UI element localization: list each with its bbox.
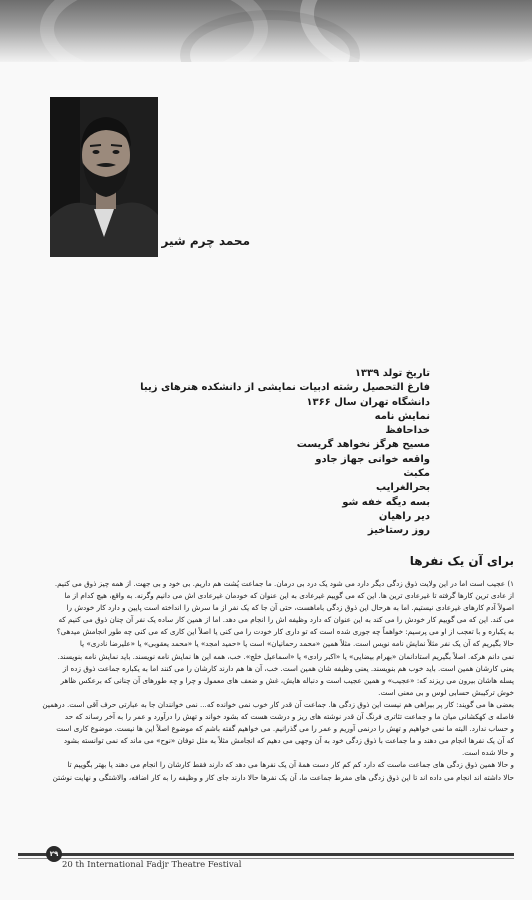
body-line: فاصله ی کهکشانی میان ما و جماعت تئاتری فرنگ آن قدر نوشته های ریز و درشت هست که بشود خواند و تهش را درآورد و عمر را به آخر رساند که حد xyxy=(64,712,514,722)
body-line: خوش ترکیبش حسابی لوس و بی معنی است. xyxy=(378,687,514,697)
author-portrait-photo xyxy=(50,97,158,257)
section-title: برای آن یک نفرها xyxy=(409,554,514,568)
footer-rule xyxy=(18,853,514,856)
body-line: اصولاً آدم کارهای غیرعادی نیستیم. اما به هرحال این ذوق زدگی باماهست، حتی آن جا که یک نفر از ما سرش را انداخته است پایین و دارد کار خودش را xyxy=(66,603,514,613)
author-bio xyxy=(90,367,430,539)
body-line: که آن یک نفرها انجام می دهند و ما جماعت با ذوق زدگی خود به آن وجهی می دهیم که انجامش مثلاً به مثل توفان «نوح» می ماند که نمی توانسته بشود xyxy=(63,736,514,746)
bio-line: بسه دیگه خفه شو xyxy=(342,496,430,508)
body-line: از عادی ترین کارها گرفته تا غیرعادی ترین ها. این که می گوییم غیرعادی به این عنوان که خودمان غیرعادی اش می دانیم وگرنه. به واقع، هیچ کدام از ما xyxy=(64,591,514,601)
bio-line: بحرالغرایب xyxy=(376,482,430,494)
body-line: و حساب ندارد. البته ما نمی خواهیم و تهش را درنمی آوریم و عمر را می گذرانیم. می خواهیم گفته باشم که موضوع اصلاً این ها نیست. موضوع کاری است xyxy=(56,724,514,734)
decorative-header-banner xyxy=(0,0,532,62)
body-line: و حالا همین ذوق زدگی های جماعت ماست که دارد کم کم کار دست همهٔ آن یک نفرها می دهد که دارند فقط کارشان را انجام می دهند یا بهتر بگوییم تا xyxy=(67,760,514,770)
body-line: یعنی کارشان همین است. باید خوب هم بنویسند. یعنی وظیفه شان همین است. خب، آن ها هم دارند کارشان را می کنند اما به یکباره جماعت ذوق زده از xyxy=(62,663,514,673)
footer-rule-thin xyxy=(18,858,514,859)
body-line: به یکباره و با تعجب از او می پرسیم: خواهماً چه جوری شده است که تو داری کار خودت را می کنی یا اصلاً این کاری که می کنی چه طور انجامش میدهی؟ xyxy=(56,627,514,637)
bio-line: مکبث xyxy=(403,468,430,480)
festival-name: 20 th International Fadjr Theatre Festival xyxy=(62,860,242,870)
bio-line: مسیح هرگز نخواهد گریست xyxy=(296,439,430,451)
bio-line: تاریخ تولد ۱۳۳۹ xyxy=(354,368,430,379)
body-line: پسله هاشان بیرون می ریزند که: «عجیب» و همین عجیب است و دنباله هایش، غش و ضعف های معمول و چرا و چه طورهای آن چنانی که برعکس ظاهر xyxy=(60,675,514,685)
body-line: بعضی ها می گویند: کار پر بیراهی هم نیست این ذوق زدگی ها. جماعت آن قدر کار خوب نمی خوانده که... نمی خوانندان جا به عبارتی حرف آقی است. درهمین xyxy=(42,699,514,709)
bio-line: دیر راهیان xyxy=(378,510,430,522)
article-body xyxy=(22,578,514,784)
body-line: ۱) عجیب است اما در این ولایت ذوق زدگی دیگر دارد می شود یک درد بی درمان. ما جماعت پُشت هم داریم. بی خود و بی جهت. از همه چیز ذوق می کنیم. xyxy=(54,579,514,588)
bio-line: خداحافظ xyxy=(385,425,430,437)
bio-line: فارغ التحصیل رشته ادبیات نمایشی از دانشکده هنرهای زیبا xyxy=(140,382,430,394)
body-line: حالا بگیریم که آن یک نفر مثلاً نمایش نامه نویس است. مثلاً همین «محمد رحمانیان» است یا «حمید امجد» یا «محمد یعقوبی» یا «علیرضا نادری» یا xyxy=(79,639,514,649)
body-line: نمی دانم هرکه. اصلاً بگیریم استادانمان «بهرام بیضایی» یا «اکبر رادی» یا «اسماعیل خلج». خب، همه این ها نمایش نامه نویسند. باید نمایش نامه بنویسند. xyxy=(57,651,514,661)
bio-line: دانشگاه تهران سال ۱۳۶۶ xyxy=(306,396,430,408)
portrait-illustration xyxy=(50,97,158,257)
body-line: می کند. این که می گوییم کار خودش را می کند به این عنوان که دارد وظیفه اش را انجام می دهد. اما از همین کار ساده یک نفر آن چنان ذوق می کنیم که xyxy=(58,615,514,625)
bio-line: واقعه خوانی جهاز جادو xyxy=(315,453,430,465)
bio-line: روز رستاخیز xyxy=(367,525,430,537)
bio-line: نمایش نامه xyxy=(374,410,430,422)
body-line: و حالا شده است. xyxy=(462,748,514,758)
page-number: ۲۹ xyxy=(46,846,62,862)
author-name: محمد چرم شیر xyxy=(161,234,250,248)
body-line: حالا داشته اند انجام می داده اند تا این ذوق زدگی های مفرط جماعت ما، آن یک نفرها حالا دارند جای کار و وظیفه را به کار اضافه، والاشتگی و نهایت نوشتن xyxy=(52,772,514,782)
